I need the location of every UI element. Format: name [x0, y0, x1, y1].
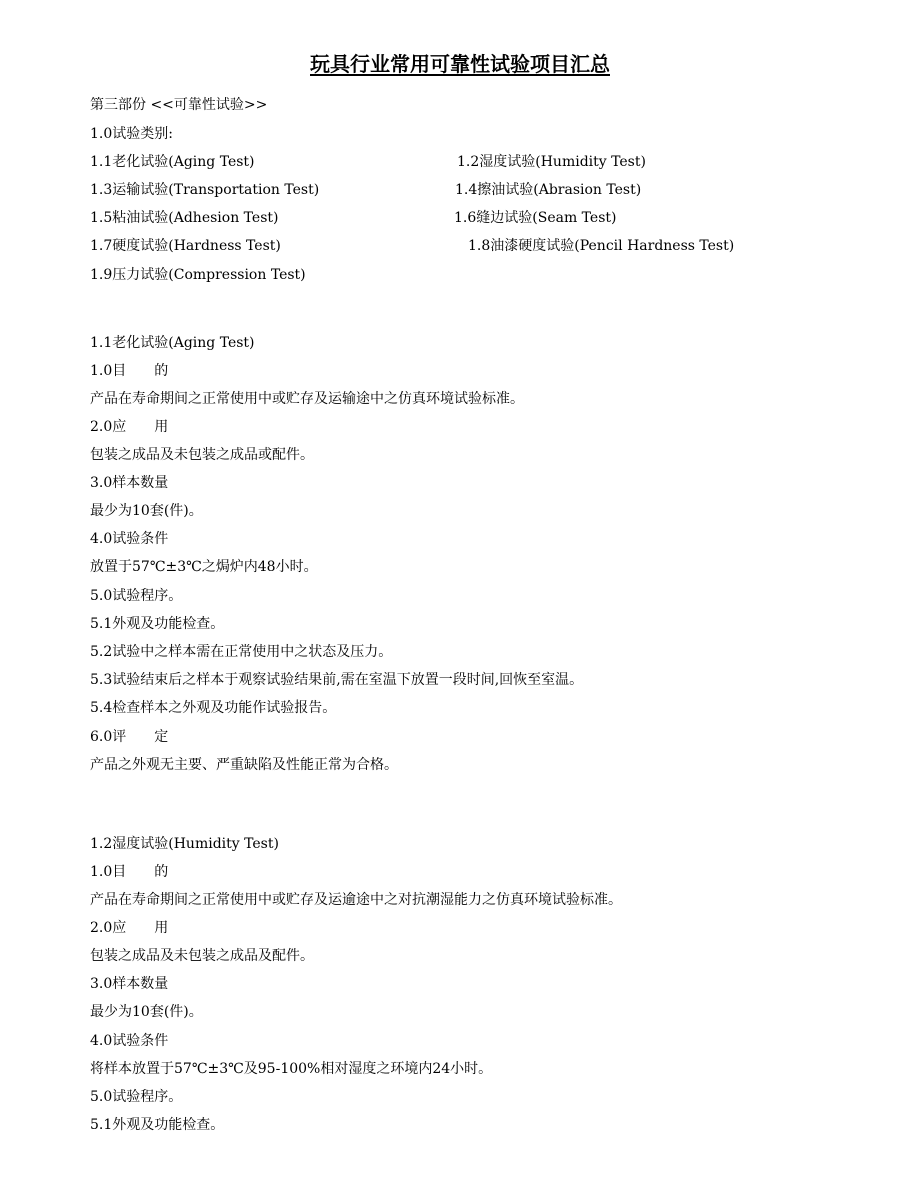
categories-heading: 1.0试验类别:: [90, 126, 173, 142]
sample-text: 最少为10套(件)。: [90, 1004, 203, 1020]
category-item: 1.8油漆硬度试验(Pencil Hardness Test): [468, 238, 735, 254]
document-title: 玩具行业常用可靠性试验项目汇总: [310, 52, 610, 76]
purpose-text: 产品在寿命期间之正常使用中或贮存及运输途中之仿真环境试验标准。: [90, 391, 524, 407]
procedure-step: 5.1外观及功能检查。: [90, 1117, 225, 1133]
condition-label: 4.0试验条件: [90, 1033, 169, 1049]
procedure-label: 5.0试验程序。: [90, 1089, 183, 1105]
section-heading-humidity: 1.2湿度试验(Humidity Test): [90, 836, 279, 852]
procedure-step: 5.2试验中之样本需在正常使用中之状态及压力。: [90, 644, 393, 660]
application-label: 2.0应 用: [90, 920, 169, 936]
purpose-label: 1.0目 的: [90, 864, 169, 880]
application-text: 包装之成品及未包装之成品及配件。: [90, 948, 314, 964]
purpose-label: 1.0目 的: [90, 363, 169, 379]
category-item: 1.5粘油试验(Adhesion Test): [90, 210, 279, 226]
part-heading: 第三部份 <<可靠性试验>>: [90, 97, 268, 113]
category-item: 1.1老化试验(Aging Test): [90, 154, 255, 170]
evaluation-text: 产品之外观无主要、严重缺陷及性能正常为合格。: [90, 757, 398, 773]
evaluation-label: 6.0评 定: [90, 729, 169, 745]
condition-text: 将样本放置于57℃±3℃及95-100%相对湿度之环境内24小时。: [90, 1061, 493, 1077]
application-text: 包装之成品及未包装之成品或配件。: [90, 447, 314, 463]
category-item: 1.6缝边试验(Seam Test): [454, 210, 617, 226]
category-item: 1.4擦油试验(Abrasion Test): [455, 182, 642, 198]
procedure-step: 5.4检查样本之外观及功能作试验报告。: [90, 700, 337, 716]
condition-label: 4.0试验条件: [90, 531, 169, 547]
sample-label: 3.0样本数量: [90, 976, 169, 992]
procedure-step: 5.3试验结束后之样本于观察试验结果前,需在室温下放置一段时间,回恢至室温。: [90, 672, 584, 688]
sample-label: 3.0样本数量: [90, 475, 169, 491]
category-item: 1.9压力试验(Compression Test): [90, 267, 306, 283]
procedure-step: 5.1外观及功能检查。: [90, 616, 225, 632]
section-heading-aging: 1.1老化试验(Aging Test): [90, 335, 255, 351]
application-label: 2.0应 用: [90, 419, 169, 435]
condition-text: 放置于57℃±3℃之焗炉内48小时。: [90, 559, 318, 575]
category-item: 1.3运输试验(Transportation Test): [90, 182, 320, 198]
procedure-label: 5.0试验程序。: [90, 588, 183, 604]
sample-text: 最少为10套(件)。: [90, 503, 203, 519]
purpose-text: 产品在寿命期间之正常使用中或贮存及运逾途中之对抗潮湿能力之仿真环境试验标准。: [90, 892, 622, 908]
category-item: 1.7硬度试验(Hardness Test): [90, 238, 281, 254]
category-item: 1.2湿度试验(Humidity Test): [457, 154, 646, 170]
